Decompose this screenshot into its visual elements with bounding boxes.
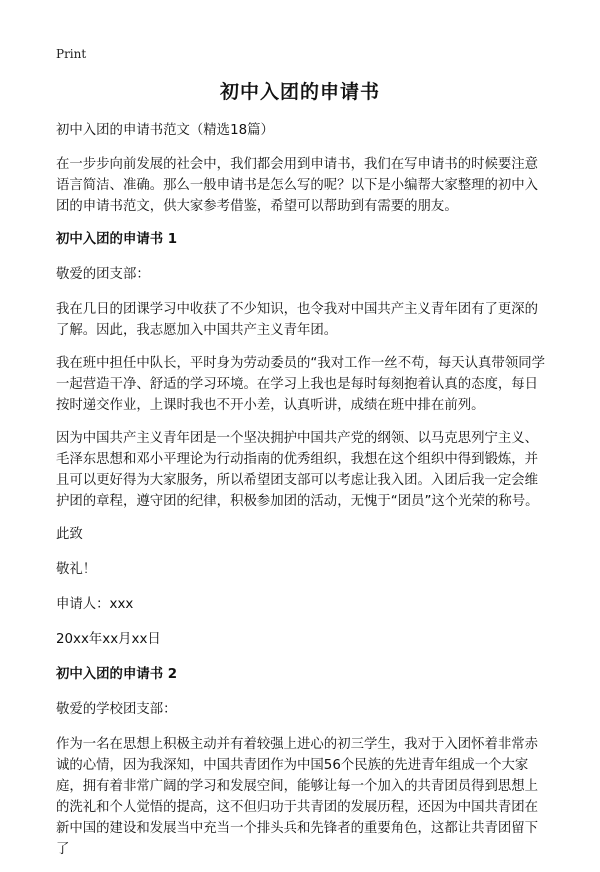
section-2-paragraph-1: 作为一名在思想上积极主动并有着较强上进心的初三学生，我对于入团怀着非常赤诚的心情，因为我深知，中国共青团作为中国56个民族的先进青年组成一个大家庭，拥有着非常广阔的学习和发展空间，能够让每一个加入的共青团员得到思想上的洗礼和个人觉悟的提高，这不但归功于共青团的发展历程，还因为中国共青团在新中国的建设和发展当中充当一个排头兵和先锋者的重要角色，这都让共青团留下了 [56,737,539,857]
document-body [56,120,548,872]
section-1-paragraph-1: 我在几日的团课学习中收获了不少知识，也令我对中国共产主义青年团有了更深的了解。因此，我志愿加入中国共产主义青年团。 [56,302,539,338]
section-1-paragraph-2: 我在班中担任中队长，平时身为劳动委员的“我对工作一丝不苟，每天认真带领同学一起营造干净、舒适的学习环境。在学习上我也是每时每刻抱着认真的态度，每日按时递交作业，上课时我也不开小差，认真听讲，成绩在班中排在前列。 [56,356,545,413]
intro-paragraph: 在一步步向前发展的社会中，我们都会用到申请书，我们在写申请书的时候要注意语言简洁、准确。那么一般申请书是怎么写的呢？以下是小编帮大家整理的初中入团的申请书范文，供大家参考借鉴，希望可以帮助到有需要的朋友。 [56,157,539,214]
print-link[interactable]: Print [56,47,87,61]
section-1-greeting: 敬爱的团支部： [56,267,150,282]
section-1-salute: 敬礼！ [56,562,97,577]
section-1-closing: 此致 [56,527,83,542]
document-subtitle: 初中入团的申请书范文（精选18篇） [56,123,274,138]
document-title: 初中入团的申请书 [219,81,380,103]
section-1-paragraph-3: 因为中国共产主义青年团是一个坚决拥护中国共产党的纲领、以马克思列宁主义、毛泽东思想和邓小平理论为行动指南的优秀组织，我想在这个组织中得到锻炼，并且可以更好得为大家服务，所以希望团支部可以考虑让我入团。入团后我一定会维护团的章程，遵守团的纪律，积极参加团的活动，无愧于“团员”这个光荣的称号。 [56,431,539,509]
section-1-date: 20xx年xx月xx日 [56,632,161,647]
section-2-greeting: 敬爱的学校团支部： [56,702,177,717]
section-heading-2: 初中入团的申请书 2 [56,667,178,682]
section-1-applicant: 申请人：xxx [56,597,134,612]
section-heading-1: 初中入团的申请书 1 [56,232,178,247]
